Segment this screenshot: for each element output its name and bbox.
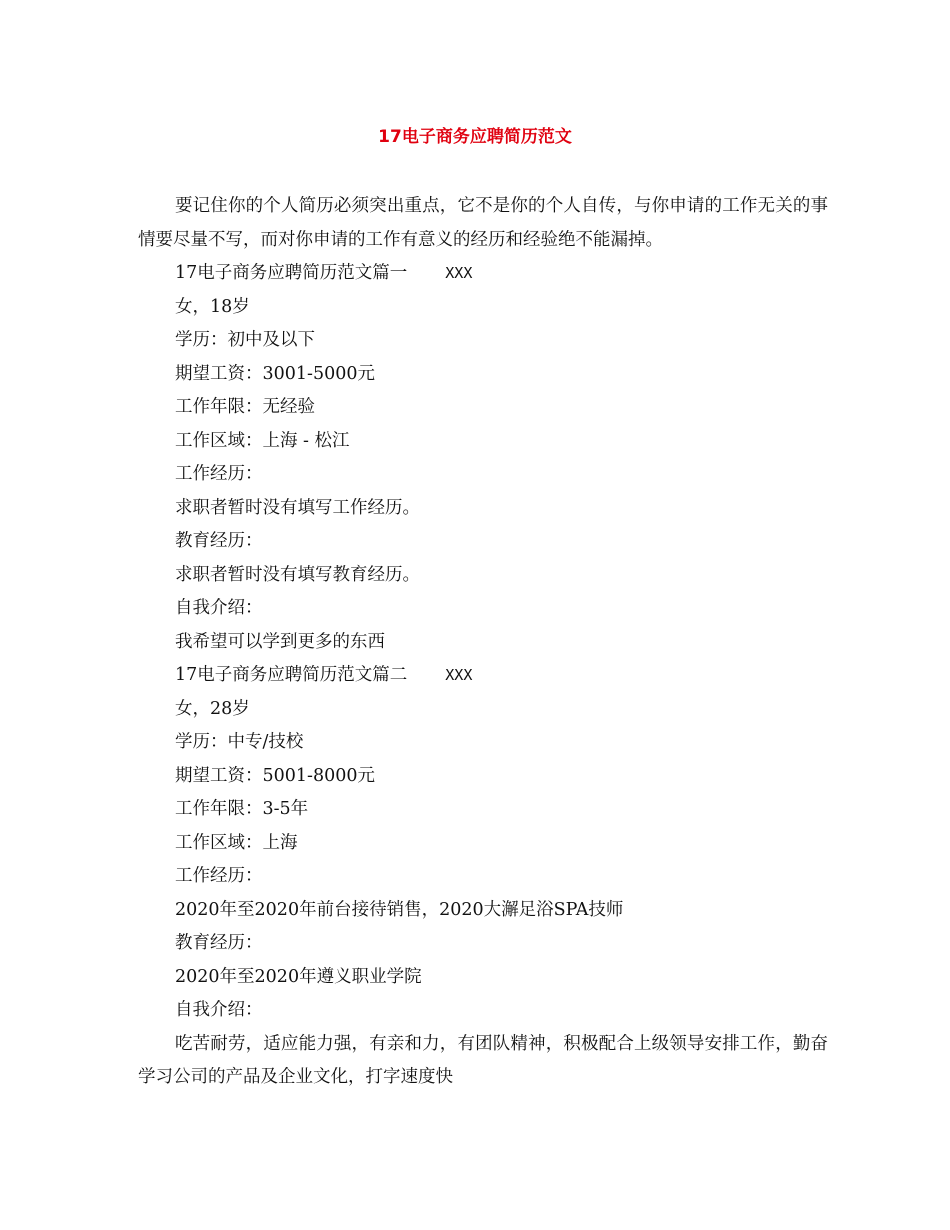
resume1-salary: 期望工资：3001-5000元 <box>175 363 375 384</box>
resume2-years: 工作年限：3-5年 <box>175 799 309 819</box>
resume1-work: 求职者暂时没有填写工作经历。 <box>175 497 420 518</box>
resume2-gender-age: 女，28岁 <box>175 698 250 719</box>
resume1-gender-age: 女，18岁 <box>175 296 250 317</box>
resume2-name: XXX <box>445 666 473 684</box>
resume2-heading: 17电子商务应聘简历范文篇二 <box>175 665 408 685</box>
resume2-salary: 期望工资：5001-8000元 <box>175 765 375 786</box>
resume2-education: 学历：中专/技校 <box>175 732 304 752</box>
resume2-work-label: 工作经历： <box>175 866 263 886</box>
resume2-area: 工作区域：上海 <box>175 832 298 853</box>
resume2-work: 2020年至2020年前台接待销售，2020大澥足浴SPA技师 <box>175 899 624 920</box>
resume1-education: 学历：初中及以下 <box>175 330 315 350</box>
intro-paragraph: 要记住你的个人简历必须突出重点，它不是你的个人自传，与你申请的工作无关的事情要尽量不写，而对你申请的工作有意义的经历和经验绝不能漏掉。 <box>138 196 828 250</box>
resume1-edu: 求职者暂时没有填写教育经历。 <box>175 564 420 585</box>
resume2-self: 吃苦耐劳，适应能力强，有亲和力，有团队精神，积极配合上级领导安排工作，勤奋学习公司的产品及企业文化，打字速度快 <box>138 1033 828 1087</box>
resume1-area: 工作区域：上海 - 松江 <box>175 430 350 451</box>
resume2-self-label: 自我介绍： <box>175 1000 263 1020</box>
resume1-name: XXX <box>445 264 473 282</box>
resume1-edu-label: 教育经历： <box>175 531 263 551</box>
resume2-edu: 2020年至2020年遵义职业学院 <box>175 966 422 987</box>
resume2-heading-line <box>138 659 828 693</box>
resume1-heading: 17电子商务应聘简历范文篇一 <box>175 263 408 283</box>
resume2-edu-label: 教育经历： <box>175 933 263 953</box>
document-body <box>138 190 828 1095</box>
resume1-work-label: 工作经历： <box>175 464 263 484</box>
document-title: 17电子商务应聘简历范文 <box>378 127 572 147</box>
resume1-heading-line <box>138 257 828 291</box>
resume1-self: 我希望可以学到更多的东西 <box>175 631 385 652</box>
resume1-self-label: 自我介绍： <box>175 598 263 618</box>
resume1-years: 工作年限：无经验 <box>175 397 315 417</box>
